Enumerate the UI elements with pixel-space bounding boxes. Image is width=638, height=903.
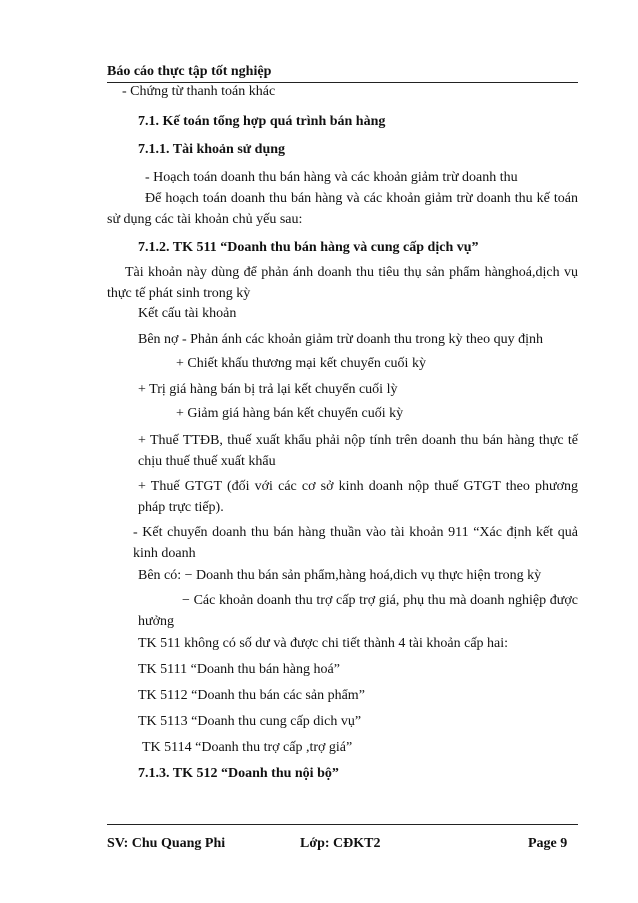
- footer-page-number: Page 9: [528, 836, 568, 851]
- line-account-structure: Kết cấu tài khoản: [138, 306, 237, 321]
- paragraph-transfer-911: - Kết chuyển doanh thu bán hàng thuần vào tài khoản 911 “Xác định kết quả kinh doanh: [133, 525, 578, 561]
- heading-7-1: 7.1. Kế toán tổng hợp quá trình bán hàng: [138, 114, 386, 129]
- line-tk5113: TK 5113 “Doanh thu cung cấp dich vụ”: [138, 714, 362, 729]
- line-tk5111: TK 5111 “Doanh thu bán hàng hoá”: [138, 662, 340, 677]
- header-rule: [107, 82, 578, 83]
- line-tk511-subaccounts: TK 511 không có số dư và được chi tiết thành 4 tài khoản cấp hai:: [138, 636, 509, 651]
- paragraph-special-tax: + Thuế TTĐB, thuế xuất khẩu phải nộp tính trên doanh thu bán hàng thực tế chịu thuế thuế xuất khẩu: [138, 433, 578, 469]
- heading-7-1-1: 7.1.1. Tài khoản sử dụng: [138, 142, 286, 157]
- line-price-reduction: + Giảm giá hàng bán kết chuyển cuối kỳ: [176, 406, 404, 421]
- line-debit-side: Bên nợ - Phản ánh các khoản giảm trừ doanh thu trong kỳ theo quy định: [138, 332, 543, 347]
- line-other-payment-docs: - Chứng từ thanh toán khác: [122, 84, 276, 99]
- heading-7-1-2: 7.1.2. TK 511 “Doanh thu bán hàng và cung cấp dịch vụ”: [138, 240, 479, 255]
- footer-student: SV: Chu Quang Phi: [107, 836, 226, 851]
- heading-7-1-3: 7.1.3. TK 512 “Doanh thu nội bộ”: [138, 766, 339, 781]
- line-credit-side: Bên có: − Doanh thu bán sản phẩm,hàng hoá,dich vụ thực hiện trong kỳ: [138, 568, 542, 583]
- line-trade-discount: + Chiết khấu thương mại kết chuyển cuối kỳ: [176, 356, 426, 371]
- paragraph-subsidy-revenue: − Các khoản doanh thu trợ cấp trợ giá, phụ thu mà doanh nghiệp được hưởng: [138, 593, 578, 629]
- line-tk5114: TK 5114 “Doanh thu trợ cấp ,trợ giá”: [142, 740, 353, 755]
- footer-rule: [107, 824, 578, 825]
- paragraph-tk511-purpose: Tài khoản này dùng để phản ánh doanh thu tiêu thụ sản phẩm hànghoá,dịch vụ thực tế phát sinh trong kỳ: [107, 265, 578, 301]
- line-tk5112: TK 5112 “Doanh thu bán các sản phẩm”: [138, 688, 365, 703]
- line-revenue-accounting: - Hoạch toán doanh thu bán hàng và các khoản giảm trừ doanh thu: [145, 170, 518, 185]
- header-title: Báo cáo thực tập tốt nghiệp: [107, 64, 272, 79]
- paragraph-accounts-used: Để hoạch toán doanh thu bán hàng và các khoản giảm trừ doanh thu kế toán sử dụng các tài khoản chủ yếu sau:: [107, 191, 578, 227]
- footer-class: Lớp: CĐKT2: [300, 836, 381, 851]
- line-returned-goods: + Trị giá hàng bán bị trả lại kết chuyển cuối lỳ: [138, 382, 398, 397]
- paragraph-vat: + Thuế GTGT (đối với các cơ sở kinh doanh nộp thuế GTGT theo phương pháp trực tiếp).: [138, 479, 578, 515]
